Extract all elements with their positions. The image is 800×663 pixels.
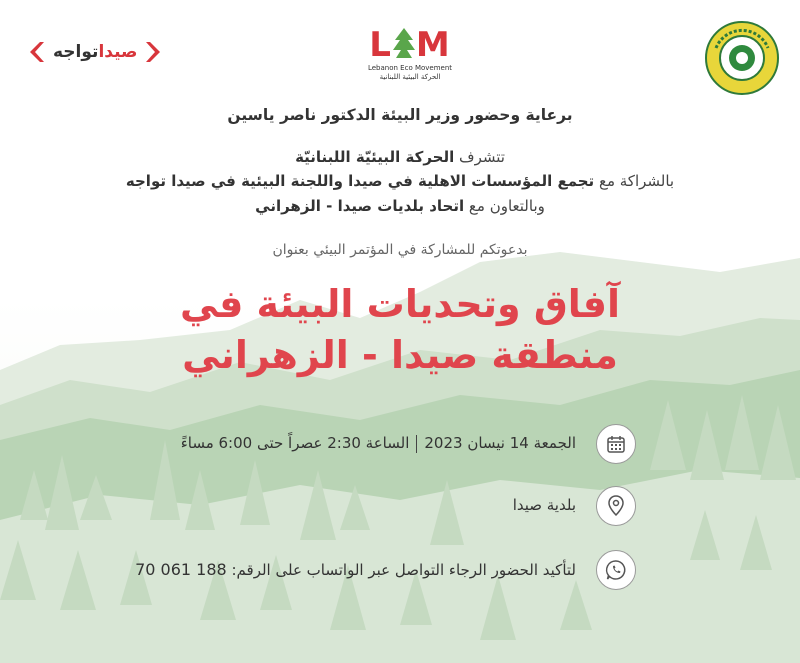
partner-prefix: بالشراكة مع [598, 172, 675, 190]
saida-logo-part2: تواجه [53, 42, 99, 62]
coop-prefix: وبالتعاون مع [468, 197, 545, 215]
partner-name: تجمع المؤسسات الاهلية في صيدا واللجنة البيئية في صيدا تواجه [125, 172, 595, 190]
calendar-icon [596, 424, 636, 464]
rsvp-row [0, 550, 800, 592]
saida-chevron-right-icon [142, 40, 164, 64]
event-date: الجمعة 14 نيسان 2023 [424, 434, 576, 452]
ngo-gathering-seal-logo [704, 20, 780, 96]
location-row [0, 486, 800, 528]
host-prefix: تتشرف [459, 148, 505, 166]
cedar-tree-icon [392, 26, 416, 62]
host-name: الحركة البيئيّة اللبنانيّة [295, 148, 455, 166]
saida-chevron-left-icon [26, 40, 48, 64]
location-text: بلدية صيدا [512, 496, 576, 514]
invitation-text: بدعوتكم للمشاركة في المؤتمر البيئي بعنوان [272, 242, 528, 258]
lem-logo-mark: L M [369, 25, 451, 65]
lem-logo [362, 26, 458, 96]
coop-name: اتحاد بلديات صيدا - الزهراني [255, 197, 465, 215]
date-time-text [181, 434, 576, 453]
conference-title-line1: آفاق وتحديات البيئة في [180, 282, 620, 326]
whatsapp-icon [596, 550, 636, 590]
rsvp-instruction: لتأكيد الحضور الرجاء التواصل عبر الواتساب على الرقم: [231, 561, 576, 579]
separator [416, 435, 417, 453]
event-time: الساعة 2:30 عصراً حتى 6:00 مساءً [180, 434, 410, 452]
host-line [0, 148, 800, 166]
location-pin-icon [596, 486, 636, 526]
conference-title-line2: منطقة صيدا - الزهراني [182, 333, 618, 377]
cooperation-line [0, 197, 800, 215]
partner-line [0, 172, 800, 190]
saida-logo-part1: صيدا [98, 42, 138, 62]
lem-logo-subtitle-en: Lebanon Eco Movement [367, 64, 453, 72]
saida-tawajah-logo [26, 38, 164, 66]
date-time-row [0, 424, 800, 466]
rsvp-text [135, 560, 576, 579]
phone-number[interactable]: 70 061 188 [135, 560, 227, 579]
lem-logo-subtitle-ar: الحركة البيئية اللبنانية [379, 73, 441, 81]
patronage-line: برعاية وحضور وزير البيئة الدكتور ناصر ياسين [227, 106, 573, 124]
